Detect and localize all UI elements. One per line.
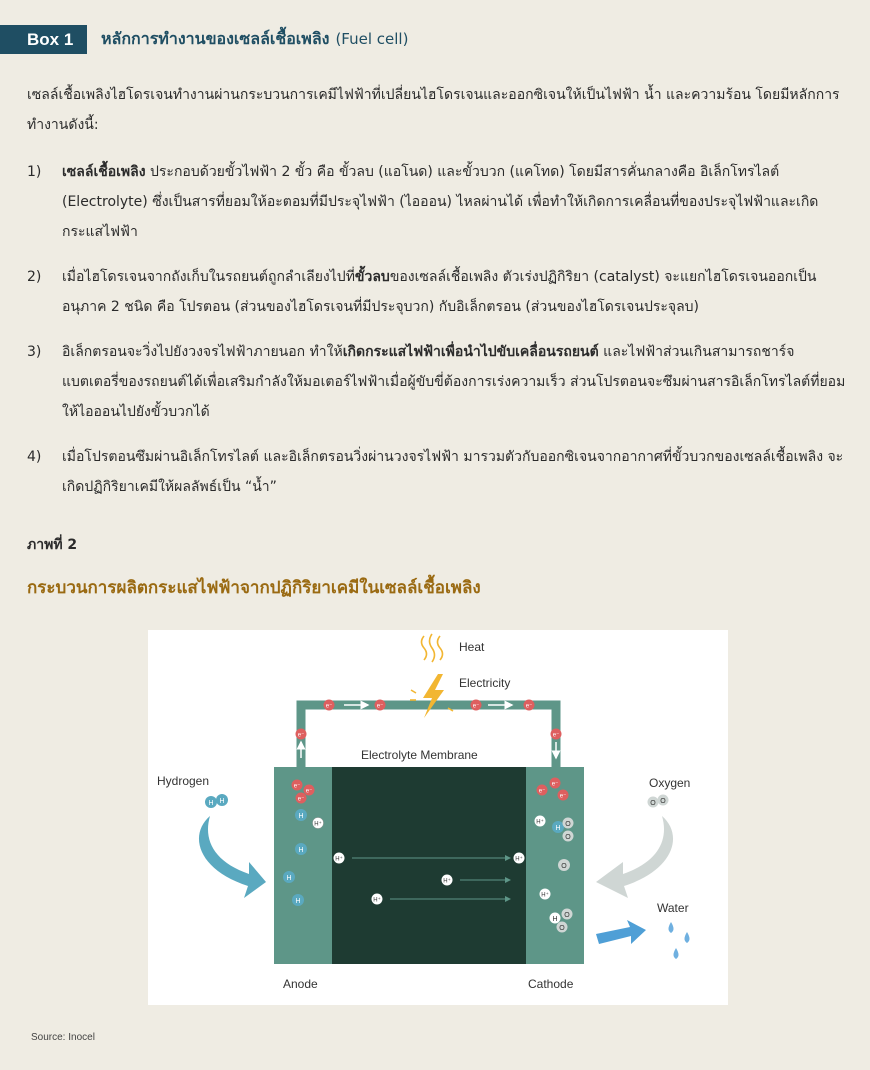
hydrogen-atom bbox=[552, 821, 564, 833]
electricity-label: Electricity bbox=[459, 676, 511, 690]
item-bold: เกิดกระแสไฟฟ้าเพื่อนำไปขับเคลื่อนรถยนต์ bbox=[342, 344, 599, 360]
membrane-label: Electrolyte Membrane bbox=[361, 748, 478, 762]
proton-particle bbox=[442, 875, 453, 886]
item-text: เมื่อไฮโดรเจนจากถังเก็บในรถยนต์ถูกลำเลียงไปที่ขั้วลบของเซลล์เชื้อเพลิง ตัวเร่งปฏิกิริยา (catalyst) จะแยกไฮโดรเจนออกเป็นอนุภาค 2 ชนิด คือ โปรตอน (ส่วนของไฮโดรเจนที่มีประจุบวก) กับอิเล็กตรอน (ส่วนของไฮโดรเจนประจุลบ) bbox=[62, 269, 817, 315]
cathode-label: Cathode bbox=[528, 977, 574, 991]
svg-text:H⁺: H⁺ bbox=[515, 856, 523, 863]
cathode-electrode bbox=[526, 767, 584, 964]
svg-text:O: O bbox=[650, 800, 656, 807]
figure-label: ภาพที่ 2 bbox=[27, 537, 78, 553]
hydrogen-molecule-icon bbox=[205, 794, 228, 808]
svg-text:H: H bbox=[298, 813, 304, 820]
svg-text:H⁺: H⁺ bbox=[443, 878, 451, 885]
svg-text:O: O bbox=[660, 798, 666, 805]
hydrogen-label: Hydrogen bbox=[157, 774, 210, 788]
list-item bbox=[27, 337, 847, 427]
svg-text:H: H bbox=[219, 798, 225, 805]
anode-label: Anode bbox=[283, 977, 318, 991]
hydrogen-atom bbox=[550, 913, 561, 924]
box-title bbox=[101, 27, 408, 52]
box-title-th: หลักการทำงานของเซลล์เชื้อเพลิง bbox=[101, 29, 330, 48]
svg-text:e⁻: e⁻ bbox=[325, 703, 333, 710]
list-item bbox=[27, 442, 847, 502]
water-drops-icon bbox=[669, 922, 690, 959]
item-text: อิเล็กตรอนจะวิ่งไปยังวงจรไฟฟ้าภายนอก ทำให้เกิดกระแสไฟฟ้าเพื่อนำไปขับเคลื่อนรถยนต์ และไฟฟ้าส่วนเกินสามารถชาร์จแบตเตอรี่ของรถยนต์ได้เพื่อเสริมกำลังให้มอเตอร์ไฟฟ้าเมื่อผู้ขับขี่ต้องการเร่งความเร็ว ส่วนโปรตอนจะซึมผ่านสารอิเล็กโทรไลต์ที่ยอมให้ไอออนไปยังขั้วบวกได้ bbox=[62, 344, 846, 420]
oxygen-atom bbox=[558, 859, 570, 871]
item-number: 2) bbox=[27, 269, 42, 285]
figure-title: กระบวนการผลิตกระแสไฟฟ้าจากปฏิกิริยาเคมีในเซลล์เชื้อเพลิง bbox=[27, 578, 481, 598]
electron-particle bbox=[537, 785, 548, 796]
electron-particle bbox=[375, 700, 386, 711]
svg-text:e⁻: e⁻ bbox=[297, 732, 305, 739]
svg-text:O: O bbox=[565, 821, 571, 828]
svg-text:e⁻: e⁻ bbox=[376, 703, 384, 710]
hydrogen-atom bbox=[292, 894, 304, 906]
principles-list bbox=[27, 157, 847, 517]
svg-text:e⁻: e⁻ bbox=[551, 781, 559, 788]
svg-text:H: H bbox=[295, 898, 301, 905]
list-item bbox=[27, 262, 847, 322]
box-header bbox=[0, 25, 408, 54]
svg-text:O: O bbox=[564, 912, 570, 919]
proton-particle bbox=[334, 853, 345, 864]
oxygen-atom bbox=[563, 831, 574, 842]
list-item bbox=[27, 157, 847, 247]
hydrogen-inflow-arrow-icon bbox=[199, 816, 266, 898]
electron-particle bbox=[558, 790, 569, 801]
intro-paragraph: เซลล์เชื้อเพลิงไฮโดรเจนทำงานผ่านกระบวนการเคมีไฟฟ้าที่เปลี่ยนไฮโดรเจนและออกซิเจนให้เป็นไฟฟ้า น้ำ และความร้อน โดยมีหลักการทำงานดังนี้: bbox=[27, 87, 840, 133]
electrolyte-membrane bbox=[332, 767, 526, 964]
item-bold: ขั้วลบ bbox=[354, 269, 390, 285]
heat-icon bbox=[422, 634, 443, 662]
electron-particle bbox=[471, 700, 482, 711]
svg-text:H: H bbox=[298, 847, 304, 854]
svg-text:e⁻: e⁻ bbox=[525, 703, 533, 710]
hydrogen-atom bbox=[295, 843, 307, 855]
svg-text:O: O bbox=[559, 925, 565, 932]
svg-text:O: O bbox=[561, 863, 567, 870]
svg-text:H⁺: H⁺ bbox=[314, 821, 322, 828]
fuel-cell-svg bbox=[148, 630, 728, 1005]
source-caption: Source: Inocel bbox=[31, 1032, 95, 1043]
lightning-bolt-icon bbox=[423, 674, 444, 718]
fuel-cell-diagram bbox=[148, 630, 728, 1005]
item-text: เซลล์เชื้อเพลิง ประกอบด้วยขั้วไฟฟ้า 2 ขั้ว คือ ขั้วลบ (แอโนด) และขั้วบวก (แคโทด) โดยมีสารคั่นกลางคือ อิเล็กโทรไลต์ (Electrolyte) ซึ่งเป็นสารที่ยอมให้อะตอมที่มีประจุไฟฟ้า (ไอออน) ไหลผ่านได้ เพื่อทำให้เกิดการเคลื่อนที่ของประจุไฟฟ้าและเกิดกระแสไฟฟ้า bbox=[62, 164, 819, 240]
electron-particle bbox=[324, 700, 335, 711]
svg-text:H: H bbox=[286, 875, 292, 882]
box-title-en: (Fuel cell) bbox=[335, 30, 409, 48]
proton-particle bbox=[540, 889, 551, 900]
svg-text:H⁺: H⁺ bbox=[536, 819, 544, 826]
hydrogen-atom bbox=[295, 809, 307, 821]
item-text: เมื่อโปรตอนซึมผ่านอิเล็กโทรไลต์ และอิเล็กตรอนวิ่งผ่านวงจรไฟฟ้า มารวมตัวกับออกซิเจนจากอากาศที่ขั้วบวกของเซลล์เชื้อเพลิง จะเกิดปฏิกิริยาเคมีให้ผลลัพธ์เป็น “น้ำ” bbox=[62, 449, 844, 495]
oxygen-atom bbox=[557, 922, 568, 933]
item-number: 3) bbox=[27, 344, 42, 360]
oxygen-inflow-arrow-icon bbox=[596, 816, 673, 898]
electron-particle bbox=[296, 729, 307, 740]
hydrogen-atom bbox=[283, 871, 295, 883]
svg-text:e⁻: e⁻ bbox=[559, 793, 567, 800]
svg-text:e⁻: e⁻ bbox=[538, 788, 546, 795]
svg-text:e⁻: e⁻ bbox=[305, 788, 313, 795]
svg-text:e⁻: e⁻ bbox=[472, 703, 480, 710]
svg-text:e⁻: e⁻ bbox=[552, 732, 560, 739]
item-bold: เซลล์เชื้อเพลิง bbox=[62, 164, 146, 180]
electron-particle bbox=[292, 780, 303, 791]
svg-text:e⁻: e⁻ bbox=[293, 783, 301, 790]
item-number: 4) bbox=[27, 449, 42, 465]
oxygen-molecule-icon bbox=[648, 795, 669, 808]
svg-text:e⁻: e⁻ bbox=[297, 796, 305, 803]
svg-text:H⁺: H⁺ bbox=[541, 892, 549, 899]
water-outflow-arrow-icon bbox=[596, 920, 646, 944]
svg-text:H⁺: H⁺ bbox=[335, 856, 343, 863]
proton-particle bbox=[535, 816, 546, 827]
electron-particle bbox=[524, 700, 535, 711]
electron-particle bbox=[551, 729, 562, 740]
heat-label: Heat bbox=[459, 640, 485, 654]
electron-particle bbox=[296, 793, 307, 804]
proton-particle bbox=[372, 894, 383, 905]
proton-particle bbox=[313, 818, 324, 829]
svg-text:H⁺: H⁺ bbox=[373, 897, 381, 904]
svg-text:O: O bbox=[565, 834, 571, 841]
svg-text:H: H bbox=[208, 800, 214, 807]
electron-particle bbox=[550, 778, 561, 789]
svg-text:H: H bbox=[555, 825, 561, 832]
proton-particle bbox=[514, 853, 525, 864]
electron-particle bbox=[304, 785, 315, 796]
svg-text:H: H bbox=[552, 916, 558, 923]
oxygen-atom bbox=[563, 818, 574, 829]
item-number: 1) bbox=[27, 164, 42, 180]
water-label: Water bbox=[657, 901, 689, 915]
box-tag: Box 1 bbox=[0, 25, 87, 54]
oxygen-label: Oxygen bbox=[649, 776, 691, 790]
oxygen-atom bbox=[562, 909, 573, 920]
